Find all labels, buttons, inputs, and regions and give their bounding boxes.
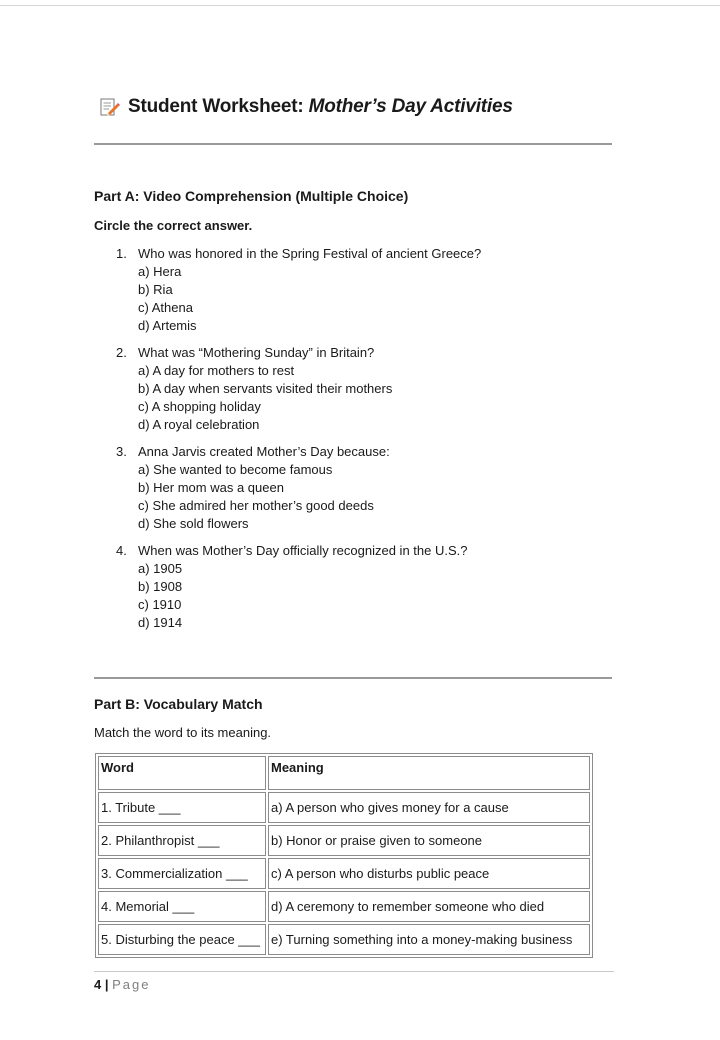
question-3 xyxy=(94,443,612,533)
answer-option[interactable]: a) A day for mothers to rest xyxy=(138,363,295,378)
word-cell[interactable]: 3. Commercialization ___ xyxy=(98,858,266,889)
document-pencil-icon xyxy=(98,96,120,118)
part-b-instruction: Match the word to its meaning. xyxy=(94,725,272,740)
question-number: 2. xyxy=(116,345,127,360)
question-text: Who was honored in the Spring Festival of ancient Greece? xyxy=(138,246,482,261)
divider xyxy=(94,677,612,679)
meaning-cell: d) A ceremony to remember someone who died xyxy=(268,891,590,922)
question-1 xyxy=(94,245,612,335)
question-number: 4. xyxy=(116,543,127,558)
word-cell[interactable]: 2. Philanthropist ___ xyxy=(98,825,266,856)
part-a-heading: Part A: Video Comprehension (Multiple Choice) xyxy=(94,188,409,204)
table-row xyxy=(98,858,590,889)
table-header-row xyxy=(98,756,590,790)
question-number: 3. xyxy=(116,444,127,459)
answer-option[interactable]: c) A shopping holiday xyxy=(138,399,261,414)
page-title xyxy=(128,96,513,118)
table-row xyxy=(98,891,590,922)
footer-separator: | xyxy=(104,977,109,992)
answer-option[interactable]: c) 1910 xyxy=(138,597,182,612)
question-text: Anna Jarvis created Mother’s Day because: xyxy=(138,444,390,459)
table-row xyxy=(98,825,590,856)
meaning-cell: b) Honor or praise given to someone xyxy=(268,825,590,856)
question-2 xyxy=(94,344,612,434)
meaning-cell: c) A person who disturbs public peace xyxy=(268,858,590,889)
column-header-word: Word xyxy=(98,756,266,790)
worksheet-header xyxy=(98,96,513,118)
answer-option[interactable]: b) 1908 xyxy=(138,579,183,594)
table-row xyxy=(98,792,590,823)
question-number: 1. xyxy=(116,246,127,261)
part-b-heading: Part B: Vocabulary Match xyxy=(94,696,263,712)
answer-option[interactable]: b) Her mom was a queen xyxy=(138,480,284,495)
answer-option[interactable]: a) Hera xyxy=(138,264,182,279)
answer-option[interactable]: a) 1905 xyxy=(138,561,183,576)
divider xyxy=(94,143,612,145)
vocabulary-table xyxy=(95,753,593,958)
question-text: When was Mother’s Day officially recognized in the U.S.? xyxy=(138,543,468,558)
answer-option[interactable]: d) A royal celebration xyxy=(138,417,260,432)
page-label: Page xyxy=(112,977,151,992)
meaning-cell: a) A person who gives money for a cause xyxy=(268,792,590,823)
answer-option[interactable]: d) She sold flowers xyxy=(138,516,249,531)
page-footer xyxy=(94,977,151,992)
answer-option[interactable]: d) Artemis xyxy=(138,318,197,333)
question-list xyxy=(94,245,612,641)
answer-option[interactable]: b) Ria xyxy=(138,282,173,297)
word-cell[interactable]: 5. Disturbing the peace ___ xyxy=(98,924,266,955)
answer-option[interactable]: b) A day when servants visited their mothers xyxy=(138,381,393,396)
column-header-meaning: Meaning xyxy=(268,756,590,790)
question-4 xyxy=(94,542,612,632)
meaning-cell: e) Turning something into a money-making business xyxy=(268,924,590,955)
answer-option[interactable]: a) She wanted to become famous xyxy=(138,462,333,477)
answer-option[interactable]: d) 1914 xyxy=(138,615,183,630)
word-cell[interactable]: 1. Tribute ___ xyxy=(98,792,266,823)
table-row xyxy=(98,924,590,955)
part-a-instruction: Circle the correct answer. xyxy=(94,218,253,233)
word-cell[interactable]: 4. Memorial ___ xyxy=(98,891,266,922)
title-topic: Mother’s Day Activities xyxy=(308,96,513,117)
page-number: 4 xyxy=(94,977,102,992)
answer-option[interactable]: c) She admired her mother’s good deeds xyxy=(138,498,374,513)
page-top-edge xyxy=(0,5,720,6)
title-prefix: Student Worksheet: xyxy=(128,96,309,117)
question-text: What was “Mothering Sunday” in Britain? xyxy=(138,345,375,360)
answer-option[interactable]: c) Athena xyxy=(138,300,193,315)
footer-divider xyxy=(94,971,614,972)
